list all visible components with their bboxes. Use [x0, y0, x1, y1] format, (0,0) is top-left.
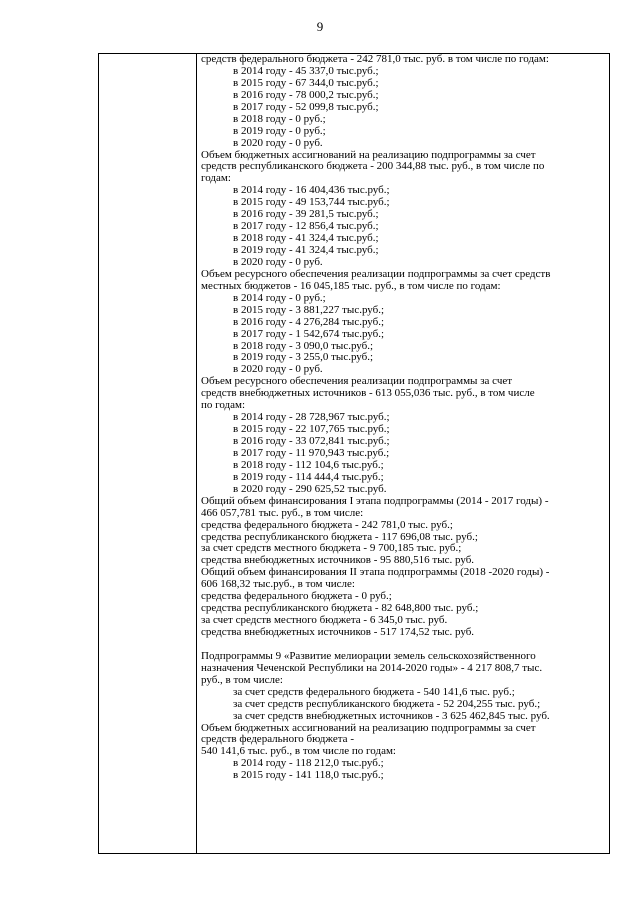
text-line: в 2015 году - 3 881,227 тыс.руб.; — [233, 303, 385, 316]
table-content-cell — [201, 54, 607, 853]
text-line: Объем ресурсного обеспечения реализации подпрограммы за счет — [201, 375, 513, 388]
text-line: за счет средств местного бюджета - 9 700,185 тыс. руб.; — [201, 542, 462, 555]
text-line: годам: — [201, 172, 231, 185]
text-line: в 2015 году - 67 344,0 тыс.руб.; — [233, 76, 379, 89]
text-line: в 2019 году - 0 руб.; — [233, 124, 326, 137]
text-line: в 2014 году - 16 404,436 тыс.руб.; — [233, 184, 390, 197]
text-line: местных бюджетов - 16 045,185 тыс. руб., в том числе по годам: — [201, 279, 501, 292]
text-line: в 2016 году - 78 000,2 тыс.руб.; — [233, 88, 379, 101]
text-line: за счет средств внебюджетных источников - 3 625 462,845 тыс. руб. — [233, 709, 550, 722]
text-line: в 2018 году - 112 104,6 тыс.руб.; — [233, 458, 384, 471]
text-line: в 2017 году - 52 099,8 тыс.руб.; — [233, 100, 379, 113]
text-line: в 2014 году - 118 212,0 тыс.руб.; — [233, 757, 384, 770]
text-line: в 2019 году - 41 324,4 тыс.руб.; — [233, 244, 379, 256]
text-line: в 2014 году - 28 728,967 тыс.руб.; — [233, 411, 390, 424]
text-line: руб., в том числе: — [201, 673, 283, 686]
text-line: в 2015 году - 22 107,765 тыс.руб.; — [233, 423, 390, 436]
text-line: средства федерального бюджета - 242 781,0 тыс. руб.; — [201, 518, 453, 531]
text-line: в 2019 году - 3 255,0 тыс.руб.; — [233, 351, 374, 364]
text-line: в 2016 году - 33 072,841 тыс.руб.; — [233, 435, 390, 447]
text-line: в 2020 году - 0 руб. — [233, 136, 323, 149]
text-line: в 2015 году - 141 118,0 тыс.руб.; — [233, 769, 384, 782]
text-line: средства республиканского бюджета - 117 696,08 тыс. руб.; — [201, 530, 478, 543]
text-line: в 2016 году - 39 281,5 тыс.руб.; — [233, 208, 379, 221]
text-line: за счет средств республиканского бюджета - 52 204,255 тыс. руб.; — [233, 697, 541, 710]
text-line: Объем бюджетных ассигнований на реализацию подпрограммы за счет — [201, 721, 536, 734]
text-line: по годам: — [201, 399, 246, 412]
text-line: в 2020 году - 0 руб. — [233, 363, 323, 376]
page-number: 9 — [316, 19, 324, 34]
text-line: средства внебюджетных источников - 517 174,52 тыс. руб. — [201, 626, 475, 638]
text-line: назначения Чеченской Республики на 2014-2020 годы» - 4 217 808,7 тыс. — [201, 661, 543, 674]
text-line: средств внебюджетных источников - 613 055,036 тыс. руб., в том числе — [201, 387, 535, 400]
text-line: Объем ресурсного обеспечения реализации подпрограммы за счет средств — [201, 267, 551, 280]
text-line: за счет средств федерального бюджета - 540 141,6 тыс. руб.; — [233, 685, 515, 698]
text-line: 466 057,781 тыс. руб., в том числе: — [201, 506, 364, 519]
text-line: средства федерального бюджета - 0 руб.; — [201, 590, 392, 603]
table-left-cell — [99, 54, 197, 853]
text-line: Подпрограммы 9 «Развитие мелиорации земель сельскохозяйственного — [201, 649, 536, 662]
text-line: 540 141,6 тыс. руб., в том числе по годам: — [201, 745, 396, 758]
text-line: средства внебюджетных источников - 95 880,516 тыс. руб. — [201, 554, 475, 567]
text-line: в 2018 году - 0 руб.; — [233, 112, 326, 125]
text-line: в 2017 году - 1 542,674 тыс.руб.; — [233, 327, 385, 340]
text-line: Объем бюджетных ассигнований на реализацию подпрограммы за счет — [201, 148, 536, 161]
text-line: средств федерального бюджета - 242 781,0 тыс. руб. в том числе по годам: — [201, 54, 549, 65]
text-line: средств республиканского бюджета - 200 344,88 тыс. руб., в том числе по — [201, 160, 545, 173]
text-line: в 2018 году - 3 090,0 тыс.руб.; — [233, 339, 374, 352]
text-line: в 2014 году - 0 руб.; — [233, 291, 326, 304]
text-line: в 2018 году - 41 324,4 тыс.руб.; — [233, 232, 379, 245]
text-line: в 2016 году - 4 276,284 тыс.руб.; — [233, 315, 385, 328]
text-line: в 2017 году - 12 856,4 тыс.руб.; — [233, 220, 379, 233]
text-line: в 2017 году - 11 970,943 тыс.руб.; — [233, 446, 390, 459]
text-line: 606 168,32 тыс.руб., в том числе: — [201, 578, 355, 591]
text-line: в 2015 году - 49 153,744 тыс.руб.; — [233, 196, 390, 209]
financing-table — [98, 53, 610, 854]
text-line: в 2019 году - 114 444,4 тыс.руб.; — [233, 470, 384, 483]
text-line: в 2020 году - 0 руб. — [233, 255, 323, 268]
text-line: средств федерального бюджета - — [201, 733, 354, 746]
text-line: Общий объем финансирования II этапа подпрограммы (2018 -2020 годы) - — [201, 566, 550, 579]
text-line: Общий объем финансирования I этапа подпрограммы (2014 - 2017 годы) - — [201, 494, 549, 507]
text-line: средства республиканского бюджета - 82 648,800 тыс. руб.; — [201, 602, 479, 615]
text-line: за счет средств местного бюджета - 6 345,0 тыс. руб. — [201, 614, 448, 627]
text-line: в 2014 году - 45 337,0 тыс.руб.; — [233, 64, 379, 77]
text-line: в 2020 году - 290 625,52 тыс.руб. — [233, 482, 387, 495]
